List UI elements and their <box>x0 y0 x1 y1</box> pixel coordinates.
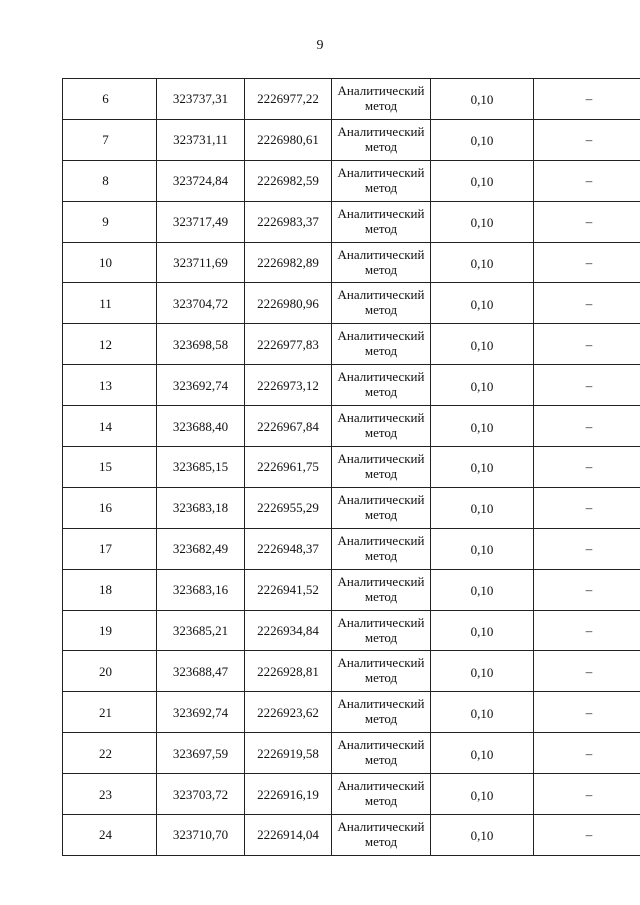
table-row <box>63 774 640 815</box>
table-row <box>63 79 640 120</box>
accuracy-text: 0,10 <box>470 501 494 517</box>
y-coordinate-cell: 2226977,22 <box>245 79 332 120</box>
table-row <box>63 119 640 160</box>
point-number-cell: 8 <box>63 160 157 201</box>
point-number-cell: 23 <box>63 774 157 815</box>
method-cell <box>332 569 431 610</box>
y-coordinate-cell: 2226980,61 <box>245 119 332 160</box>
y-coordinate-cell: 2226973,12 <box>245 365 332 406</box>
x-coordinate-cell: 323737,31 <box>157 79 245 120</box>
coordinates-table-body <box>63 79 640 856</box>
table-row <box>63 283 640 324</box>
accuracy-text: 0,10 <box>470 337 494 353</box>
table-row <box>63 733 640 774</box>
accuracy-cell <box>431 692 534 733</box>
note-cell: – <box>534 569 640 610</box>
note-cell: – <box>534 733 640 774</box>
accuracy-cell <box>431 160 534 201</box>
accuracy-text: 0,10 <box>470 296 494 312</box>
accuracy-cell <box>431 815 534 856</box>
accuracy-text: 0,10 <box>470 664 494 680</box>
x-coordinate-cell: 323685,21 <box>157 610 245 651</box>
y-coordinate-cell: 2226919,58 <box>245 733 332 774</box>
method-cell <box>332 610 431 651</box>
y-coordinate-cell: 2226928,81 <box>245 651 332 692</box>
method-cell <box>332 487 431 528</box>
method-text: Аналитический метод <box>337 328 425 359</box>
x-coordinate-cell: 323692,74 <box>157 365 245 406</box>
accuracy-text: 0,10 <box>470 746 494 762</box>
note-cell: – <box>534 692 640 733</box>
y-coordinate-cell: 2226983,37 <box>245 201 332 242</box>
table-row <box>63 447 640 488</box>
table-row <box>63 610 640 651</box>
x-coordinate-cell: 323698,58 <box>157 324 245 365</box>
method-text: Аналитический метод <box>337 818 425 849</box>
x-coordinate-cell: 323697,59 <box>157 733 245 774</box>
table-row <box>63 692 640 733</box>
y-coordinate-cell: 2226980,96 <box>245 283 332 324</box>
point-number-cell: 12 <box>63 324 157 365</box>
method-cell <box>332 283 431 324</box>
method-text: Аналитический метод <box>337 614 425 645</box>
y-coordinate-cell: 2226941,52 <box>245 569 332 610</box>
note-cell: – <box>534 651 640 692</box>
x-coordinate-cell: 323683,18 <box>157 487 245 528</box>
accuracy-cell <box>431 610 534 651</box>
method-cell <box>332 733 431 774</box>
note-cell: – <box>534 610 640 651</box>
note-cell: – <box>534 528 640 569</box>
method-text: Аналитический метод <box>337 491 425 522</box>
method-text: Аналитический метод <box>337 164 425 195</box>
accuracy-text: 0,10 <box>470 542 494 558</box>
method-text: Аналитический метод <box>337 573 425 604</box>
accuracy-cell <box>431 324 534 365</box>
x-coordinate-cell: 323724,84 <box>157 160 245 201</box>
method-text: Аналитический метод <box>337 82 425 113</box>
accuracy-text: 0,10 <box>470 460 494 476</box>
method-cell <box>332 79 431 120</box>
note-cell: – <box>534 324 640 365</box>
point-number-cell: 17 <box>63 528 157 569</box>
point-number-cell: 6 <box>63 79 157 120</box>
note-cell: – <box>534 487 640 528</box>
accuracy-text: 0,10 <box>470 92 494 108</box>
accuracy-text: 0,10 <box>470 624 494 640</box>
table-row <box>63 324 640 365</box>
table-row <box>63 160 640 201</box>
note-cell: – <box>534 365 640 406</box>
accuracy-text: 0,10 <box>470 256 494 271</box>
y-coordinate-cell: 2226934,84 <box>245 610 332 651</box>
accuracy-cell <box>431 201 534 242</box>
accuracy-cell <box>431 365 534 406</box>
point-number-cell: 16 <box>63 487 157 528</box>
x-coordinate-cell: 323683,16 <box>157 569 245 610</box>
x-coordinate-cell: 323717,49 <box>157 201 245 242</box>
table-row <box>63 487 640 528</box>
accuracy-text: 0,10 <box>470 419 494 435</box>
table-row <box>63 201 640 242</box>
coordinates-table <box>62 78 640 856</box>
x-coordinate-cell: 323710,70 <box>157 815 245 856</box>
x-coordinate-cell: 323688,47 <box>157 651 245 692</box>
x-coordinate-cell: 323688,40 <box>157 406 245 447</box>
accuracy-text: 0,10 <box>470 174 494 190</box>
y-coordinate-cell: 2226961,75 <box>245 447 332 488</box>
y-coordinate-cell: 2226955,29 <box>245 487 332 528</box>
note-cell: – <box>534 774 640 815</box>
note-cell: – <box>534 283 640 324</box>
note-cell: – <box>534 242 640 283</box>
method-text: Аналитический метод <box>337 205 425 236</box>
method-text: Аналитический метод <box>337 696 425 727</box>
y-coordinate-cell: 2226982,89 <box>245 242 332 283</box>
accuracy-text: 0,10 <box>470 378 494 394</box>
method-text: Аналитический метод <box>337 369 425 400</box>
table-row <box>63 815 640 856</box>
accuracy-text: 0,10 <box>470 705 494 721</box>
method-cell <box>332 774 431 815</box>
point-number-cell: 15 <box>63 447 157 488</box>
accuracy-cell <box>431 406 534 447</box>
method-text: Аналитический метод <box>337 737 425 768</box>
accuracy-cell <box>431 487 534 528</box>
point-number-cell: 18 <box>63 569 157 610</box>
method-text: Аналитический метод <box>337 246 425 277</box>
y-coordinate-cell: 2226923,62 <box>245 692 332 733</box>
method-text: Аналитический метод <box>337 655 425 686</box>
y-coordinate-cell: 2226967,84 <box>245 406 332 447</box>
x-coordinate-cell: 323731,11 <box>157 119 245 160</box>
point-number-cell: 24 <box>63 815 157 856</box>
point-number-cell: 7 <box>63 119 157 160</box>
accuracy-text: 0,10 <box>470 133 494 149</box>
method-cell <box>332 528 431 569</box>
y-coordinate-cell: 2226914,04 <box>245 815 332 856</box>
point-number-cell: 13 <box>63 365 157 406</box>
accuracy-cell <box>431 119 534 160</box>
note-cell: – <box>534 79 640 120</box>
accuracy-cell <box>431 283 534 324</box>
table-row <box>63 569 640 610</box>
accuracy-cell <box>431 79 534 120</box>
table-row <box>63 651 640 692</box>
accuracy-text: 0,10 <box>470 828 494 844</box>
accuracy-cell <box>431 447 534 488</box>
accuracy-cell <box>431 774 534 815</box>
point-number-cell: 14 <box>63 406 157 447</box>
note-cell: – <box>534 406 640 447</box>
x-coordinate-cell: 323703,72 <box>157 774 245 815</box>
method-cell <box>332 201 431 242</box>
note-cell: – <box>534 447 640 488</box>
accuracy-text: 0,10 <box>470 583 494 599</box>
point-number-cell: 19 <box>63 610 157 651</box>
y-coordinate-cell: 2226948,37 <box>245 528 332 569</box>
y-coordinate-cell: 2226916,19 <box>245 774 332 815</box>
note-cell: – <box>534 119 640 160</box>
method-cell <box>332 692 431 733</box>
y-coordinate-cell: 2226982,59 <box>245 160 332 201</box>
x-coordinate-cell: 323692,74 <box>157 692 245 733</box>
method-cell <box>332 447 431 488</box>
method-cell <box>332 651 431 692</box>
method-cell <box>332 324 431 365</box>
table-row <box>63 406 640 447</box>
method-text: Аналитический метод <box>337 123 425 154</box>
x-coordinate-cell: 323711,69 <box>157 242 245 283</box>
accuracy-cell <box>431 528 534 569</box>
method-cell <box>332 406 431 447</box>
point-number-cell: 22 <box>63 733 157 774</box>
x-coordinate-cell: 323682,49 <box>157 528 245 569</box>
method-cell <box>332 242 431 283</box>
x-coordinate-cell: 323704,72 <box>157 283 245 324</box>
x-coordinate-cell: 323685,15 <box>157 447 245 488</box>
accuracy-text: 0,10 <box>470 215 494 231</box>
method-cell <box>332 160 431 201</box>
method-text: Аналитический метод <box>337 287 425 318</box>
method-text: Аналитический метод <box>337 532 425 563</box>
point-number-cell: 11 <box>63 283 157 324</box>
point-number-cell: 9 <box>63 201 157 242</box>
method-text: Аналитический метод <box>337 450 425 481</box>
y-coordinate-cell: 2226977,83 <box>245 324 332 365</box>
method-cell <box>332 119 431 160</box>
note-cell: – <box>534 160 640 201</box>
accuracy-cell <box>431 651 534 692</box>
point-number-cell: 21 <box>63 692 157 733</box>
accuracy-cell <box>431 242 534 283</box>
table-row <box>63 242 640 283</box>
note-cell: – <box>534 815 640 856</box>
accuracy-text: 0,10 <box>470 787 494 803</box>
page-number: 9 <box>316 38 324 53</box>
accuracy-cell <box>431 569 534 610</box>
method-cell <box>332 365 431 406</box>
note-cell: – <box>534 201 640 242</box>
point-number-cell: 20 <box>63 651 157 692</box>
point-number-cell: 10 <box>63 242 157 283</box>
table-row <box>63 365 640 406</box>
method-text: Аналитический метод <box>337 778 425 809</box>
method-cell <box>332 815 431 856</box>
method-text: Аналитический метод <box>337 410 425 441</box>
accuracy-cell <box>431 733 534 774</box>
table-row <box>63 528 640 569</box>
